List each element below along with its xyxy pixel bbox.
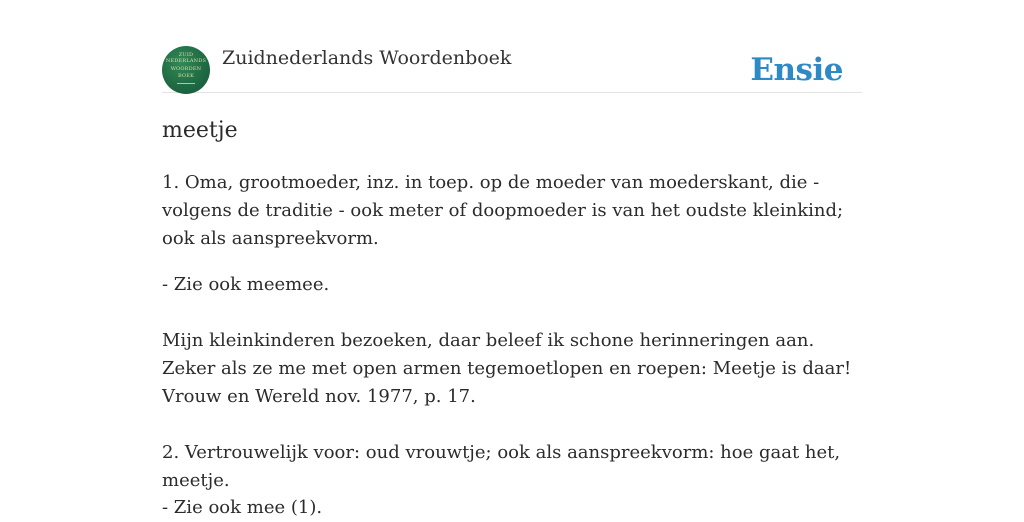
logo-text-line: NEDERLANDS (165, 58, 207, 64)
ensie-brand-link[interactable]: Ensie (750, 52, 843, 88)
page (162, 0, 862, 518)
definition-paragraph: 1. Oma, grootmoeder, inz. in toep. op de moeder van moederskant, die - volgens de traditie - ook meter of doopmoeder is van het oudste kleinkind; ook als aanspreekvorm. (162, 172, 844, 249)
entry-title: meetje (162, 118, 238, 143)
logo-rule (177, 83, 195, 84)
see-also-line: - Zie ook meemee. (162, 274, 330, 295)
logo-text-line: WOORDEN (170, 66, 202, 72)
site-logo[interactable] (162, 46, 210, 94)
see-also-line: - Zie ook mee (1). (162, 497, 323, 518)
logo-text-line: ZUID (178, 52, 194, 58)
site-header (162, 0, 862, 93)
logo-text-line: BOEK (177, 73, 195, 79)
definition-paragraph: 2. Vertrouwelijk voor: oud vrouwtje; ook als aanspreekvorm: hoe gaat het, meetje. (162, 442, 841, 491)
site-name-link[interactable]: Zuidnederlands Woordenboek (222, 47, 512, 69)
example-quote: Mijn kleinkinderen bezoeken, daar beleef ik schone herinneringen aan. Zeker als ze me met open armen tegemoetlopen en roepen: Meetje is daar! Vrouw en Wereld nov. 1977, p. 17. (162, 330, 852, 407)
